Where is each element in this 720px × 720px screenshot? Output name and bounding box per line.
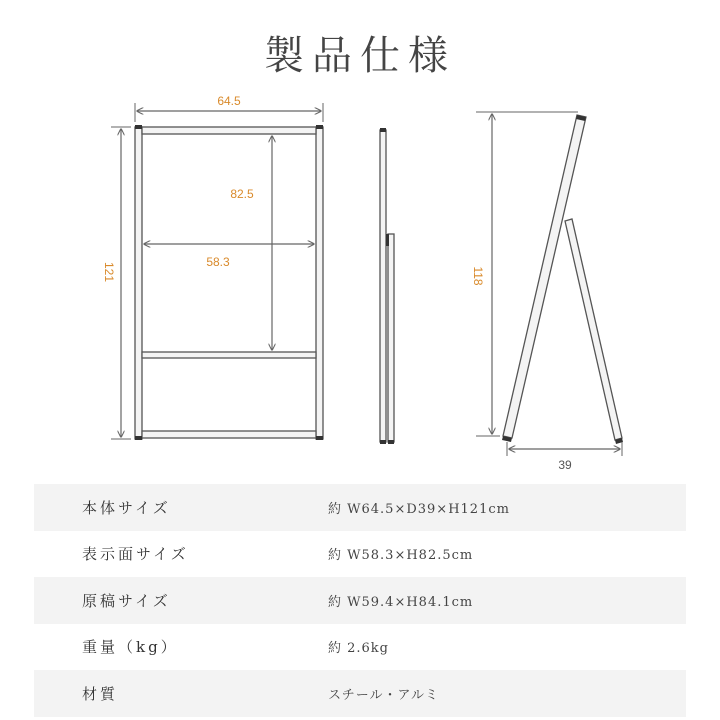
spec-value: 約 W64.5×D39×H121cm bbox=[328, 501, 510, 517]
folded-front-leg bbox=[380, 130, 386, 442]
folded-side-view bbox=[380, 128, 394, 444]
side-back-leg bbox=[565, 219, 622, 440]
side-front-leg bbox=[503, 115, 586, 438]
open-side-view bbox=[471, 112, 623, 472]
folded-back-leg bbox=[388, 234, 394, 442]
cap-br bbox=[316, 436, 323, 440]
page-title: 製品仕様 bbox=[264, 33, 456, 79]
spec-label: 原稿サイズ bbox=[82, 591, 171, 610]
dim-display-width-label: 58.3 bbox=[206, 255, 230, 269]
spec-value: 約 2.6kg bbox=[328, 641, 390, 657]
spec-row bbox=[34, 484, 686, 531]
spec-value: スチール・アルミ bbox=[328, 687, 439, 703]
dim-width-label: 64.5 bbox=[217, 94, 241, 108]
spec-row bbox=[34, 531, 686, 578]
cap-tl bbox=[135, 125, 142, 129]
spec-value: 約 W59.4×H84.1cm bbox=[328, 594, 474, 610]
front-frame-left bbox=[135, 127, 142, 439]
dim-display-height-label: 82.5 bbox=[230, 187, 254, 201]
dim-side-height-label: 118 bbox=[471, 266, 485, 286]
front-frame-bottom bbox=[142, 431, 316, 438]
spec-label: 重量（kg） bbox=[82, 638, 179, 657]
spec-label: 材質 bbox=[82, 684, 119, 703]
dim-height-label: 121 bbox=[102, 261, 116, 283]
front-view bbox=[102, 94, 323, 440]
front-frame-middle bbox=[142, 352, 316, 358]
front-frame-right bbox=[316, 127, 323, 439]
cap-tr bbox=[316, 125, 323, 129]
cap-bl bbox=[135, 436, 142, 440]
spec-row bbox=[34, 670, 686, 717]
spec-label: 表示面サイズ bbox=[82, 545, 189, 564]
spec-row bbox=[34, 624, 686, 671]
spec-value: 約 W58.3×H82.5cm bbox=[328, 548, 474, 564]
front-frame-top bbox=[142, 127, 316, 134]
spec-table bbox=[34, 484, 686, 717]
spec-label: 本体サイズ bbox=[82, 498, 171, 517]
spec-row bbox=[34, 577, 686, 624]
dim-depth-label: 39 bbox=[558, 458, 572, 472]
